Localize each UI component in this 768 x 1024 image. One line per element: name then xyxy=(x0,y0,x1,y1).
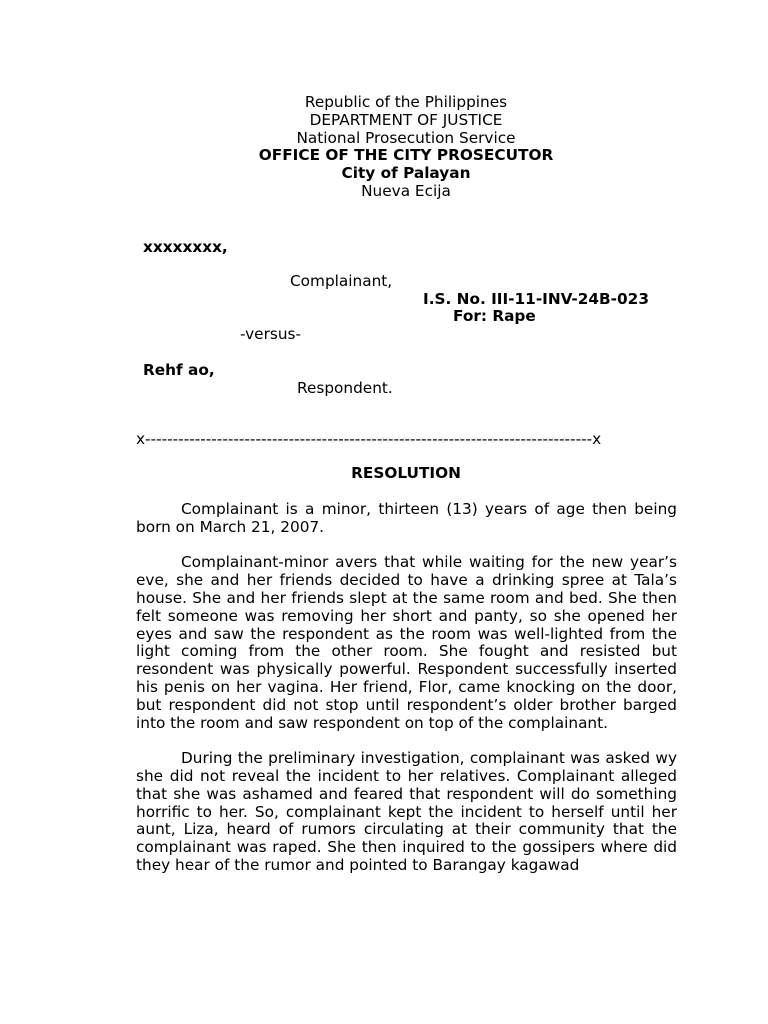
versus-label: -versus- xyxy=(240,325,302,343)
respondent-name: Rehf ao, xyxy=(143,361,215,379)
letterhead-republic: Republic of the Philippines xyxy=(304,93,508,111)
caption-divider: x---------------------------------------------------------------------------------x xyxy=(136,430,602,448)
paragraph-3: During the preliminary investigation, complainant was asked wy she did not reveal the incident to her relatives. Complainant alleged that she was ashamed and feared that respondent will do something horrific to her. So, complainant kept the incident to herself until her aunt, Liza, heard of rumors circulating at their community that the complainant was raped. She then inquired to the gossipers where did they hear of the rumor and pointed to Barangay kagawad xyxy=(136,749,677,874)
paragraph-2: Complainant-minor avers that while waiting for the new year’s eve, she and her friends decided to have a drinking spree at Tala’s house. She and her friends slept at the same room and bed. She then felt someone was removing her short and panty, so she opened her eyes and saw the respondent as the room was well-lighted from the light coming from the other room. She fought and resisted but resondent was physically powerful. Respondent successfully inserted his penis on her vagina. Her friend, Flor, came knocking on the door, but respondent did not stop until respondent’s older brother barged into the room and saw respondent on top of the complainant. xyxy=(136,553,677,732)
respondent-label: Respondent. xyxy=(297,379,393,397)
complainant-name: xxxxxxxx, xyxy=(143,238,228,256)
letterhead-service: National Prosecution Service xyxy=(296,129,516,147)
letterhead-province: Nueva Ecija xyxy=(361,182,451,200)
case-number: I.S. No. III-11-INV-24B-023 xyxy=(423,290,649,308)
letterhead-office: OFFICE OF THE CITY PROSECUTOR xyxy=(258,146,554,164)
case-offense: For: Rape xyxy=(453,307,536,325)
document-body xyxy=(136,501,677,875)
letterhead-city: City of Palayan xyxy=(341,164,471,182)
document-title: RESOLUTION xyxy=(351,464,461,482)
letterhead-department: DEPARTMENT OF JUSTICE xyxy=(309,111,503,129)
paragraph-1: Complainant is a minor, thirteen (13) years of age then being born on March 21, 2007. xyxy=(136,500,677,536)
complainant-label: Complainant, xyxy=(290,272,393,290)
